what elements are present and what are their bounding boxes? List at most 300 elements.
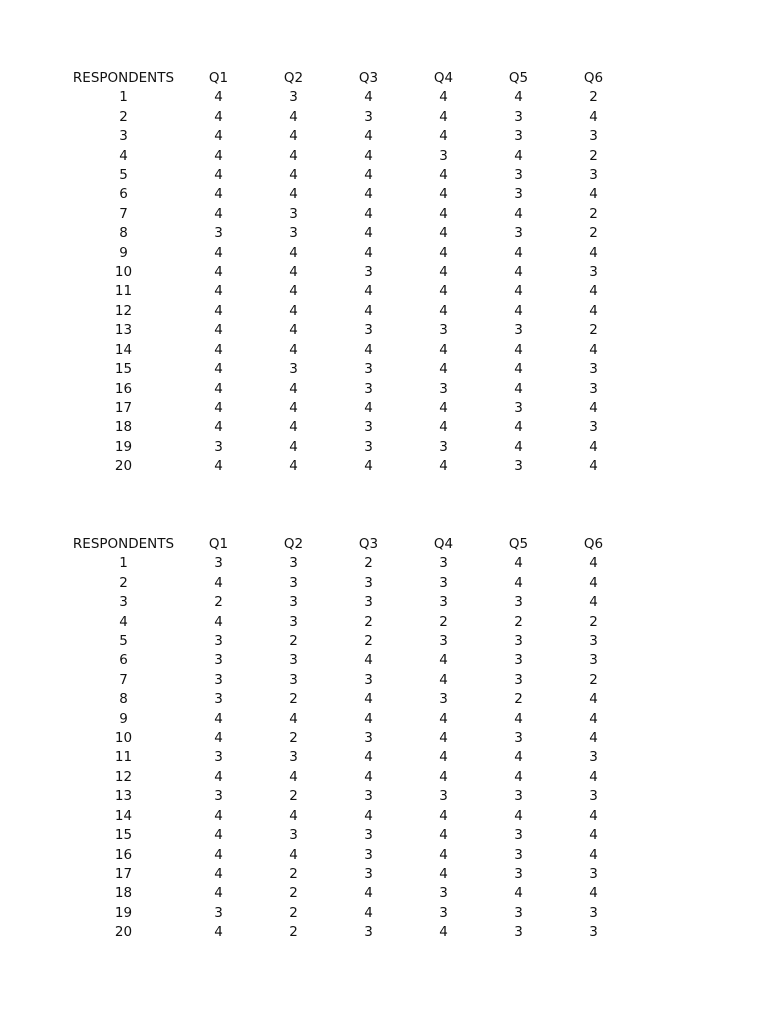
response-cell: 4 [589,594,598,611]
response-cell: 4 [589,710,598,727]
response-cell: 3 [514,730,523,747]
response-cell: 3 [364,380,373,397]
response-cell: 3 [514,671,523,688]
response-cell: 3 [589,264,598,281]
response-cell: 4 [589,108,598,125]
response-cell: 4 [439,458,448,475]
table-row [66,147,631,166]
respondent-number: 16 [114,846,133,863]
response-cell: 4 [589,341,598,358]
response-cell: 4 [439,186,448,203]
respondent-number: 5 [119,167,128,184]
response-cell: 2 [589,147,598,164]
table-row [66,632,631,651]
response-cell: 3 [589,904,598,921]
response-cell: 4 [214,205,223,222]
response-cell: 4 [439,652,448,669]
response-cell: 3 [589,633,598,650]
response-cell: 3 [214,749,223,766]
response-cell: 3 [589,167,598,184]
respondent-number: 7 [119,671,128,688]
response-cell: 3 [364,594,373,611]
response-cell: 2 [589,671,598,688]
column-header-q4: Q4 [433,536,454,552]
respondent-number: 3 [119,594,128,611]
response-cell: 3 [514,865,523,882]
response-cell: 3 [514,399,523,416]
response-cell: 4 [439,807,448,824]
response-cell: 4 [364,691,373,708]
response-cell: 4 [364,89,373,106]
table-row [66,787,631,806]
survey-table-1 [66,69,631,477]
response-cell: 3 [214,652,223,669]
response-cell: 4 [514,807,523,824]
response-cell: 3 [214,691,223,708]
response-cell: 4 [364,807,373,824]
respondent-number: 2 [119,574,128,591]
table-row [66,108,631,127]
respondent-number: 20 [114,924,133,941]
response-cell: 4 [289,807,298,824]
response-cell: 2 [589,205,598,222]
table-row [66,457,631,476]
response-cell: 3 [289,613,298,630]
response-cell: 4 [589,244,598,261]
table-row [66,185,631,204]
response-cell: 3 [289,827,298,844]
response-cell: 3 [439,322,448,339]
response-cell: 3 [214,788,223,805]
table-row [66,399,631,418]
column-header-respondents: RESPONDENTS [72,70,175,86]
table-row [66,651,631,670]
table-row [66,884,631,903]
response-cell: 3 [289,749,298,766]
response-cell: 2 [514,691,523,708]
table-row [66,341,631,360]
response-cell: 4 [589,730,598,747]
respondent-number: 4 [119,613,128,630]
response-cell: 4 [439,846,448,863]
response-cell: 4 [439,671,448,688]
table-row [66,302,631,321]
response-cell: 4 [364,710,373,727]
response-cell: 4 [214,322,223,339]
response-cell: 4 [289,322,298,339]
respondent-number: 1 [119,555,128,572]
response-cell: 4 [589,399,598,416]
header-row [66,535,631,554]
response-cell: 4 [289,186,298,203]
response-cell: 3 [364,865,373,882]
response-cell: 4 [214,264,223,281]
response-cell: 2 [589,225,598,242]
response-cell: 4 [214,399,223,416]
table-row [66,768,631,787]
respondent-number: 11 [114,749,133,766]
response-cell: 4 [439,244,448,261]
table-row [66,166,631,185]
column-header-q1: Q1 [208,70,229,86]
response-cell: 4 [214,807,223,824]
response-cell: 2 [364,633,373,650]
response-cell: 3 [439,885,448,902]
response-cell: 4 [439,827,448,844]
response-cell: 4 [289,167,298,184]
response-cell: 3 [289,89,298,106]
response-cell: 3 [589,128,598,145]
response-cell: 3 [364,322,373,339]
column-header-q3: Q3 [358,70,379,86]
response-cell: 4 [364,167,373,184]
table-row [66,244,631,263]
response-cell: 2 [589,613,598,630]
response-cell: 4 [514,555,523,572]
response-cell: 3 [364,730,373,747]
response-cell: 4 [214,827,223,844]
response-cell: 3 [289,205,298,222]
table-row [66,321,631,340]
response-cell: 4 [439,264,448,281]
response-cell: 3 [439,594,448,611]
response-cell: 4 [214,730,223,747]
response-cell: 3 [514,186,523,203]
respondent-number: 18 [114,885,133,902]
column-header-respondents: RESPONDENTS [72,536,175,552]
respondent-number: 15 [114,361,133,378]
response-cell: 4 [439,865,448,882]
respondent-number: 13 [114,788,133,805]
respondent-number: 9 [119,244,128,261]
response-cell: 3 [439,380,448,397]
respondent-number: 9 [119,710,128,727]
response-cell: 3 [439,904,448,921]
response-cell: 4 [364,904,373,921]
response-cell: 4 [289,399,298,416]
table-row [66,418,631,437]
response-cell: 3 [364,827,373,844]
column-header-q6: Q6 [583,70,604,86]
response-cell: 3 [214,671,223,688]
table-row [66,380,631,399]
respondent-number: 4 [119,147,128,164]
response-cell: 3 [289,361,298,378]
table-row [66,574,631,593]
respondent-number: 17 [114,399,133,416]
respondent-number: 3 [119,128,128,145]
respondent-number: 8 [119,225,128,242]
response-cell: 2 [214,594,223,611]
response-cell: 4 [214,167,223,184]
respondent-number: 13 [114,322,133,339]
response-cell: 4 [214,885,223,902]
table-row [66,438,631,457]
response-cell: 4 [514,438,523,455]
response-cell: 3 [514,846,523,863]
response-cell: 2 [289,924,298,941]
response-cell: 4 [364,283,373,300]
response-cell: 3 [514,904,523,921]
response-cell: 4 [589,555,598,572]
response-cell: 3 [589,419,598,436]
respondent-number: 19 [114,438,133,455]
response-cell: 4 [589,827,598,844]
response-cell: 3 [364,846,373,863]
response-cell: 4 [514,380,523,397]
respondent-number: 6 [119,652,128,669]
respondent-number: 17 [114,865,133,882]
column-header-q4: Q4 [433,70,454,86]
response-cell: 3 [439,633,448,650]
response-cell: 3 [364,924,373,941]
table-row [66,807,631,826]
table-row [66,671,631,690]
response-cell: 3 [364,671,373,688]
response-cell: 4 [589,186,598,203]
response-cell: 3 [589,924,598,941]
response-cell: 4 [214,574,223,591]
table-row [66,846,631,865]
response-cell: 3 [589,865,598,882]
response-cell: 4 [364,302,373,319]
table-row [66,904,631,923]
response-cell: 3 [214,633,223,650]
response-cell: 2 [589,89,598,106]
table-row [66,282,631,301]
response-cell: 4 [289,380,298,397]
response-cell: 4 [214,458,223,475]
response-cell: 3 [514,594,523,611]
survey-table-2 [66,535,631,943]
response-cell: 4 [439,128,448,145]
response-cell: 4 [214,924,223,941]
respondent-number: 2 [119,108,128,125]
response-cell: 4 [214,89,223,106]
table-body [66,88,631,476]
response-cell: 4 [214,341,223,358]
respondent-number: 18 [114,419,133,436]
response-cell: 3 [289,574,298,591]
response-cell: 3 [364,108,373,125]
response-cell: 4 [514,302,523,319]
response-cell: 4 [289,846,298,863]
response-cell: 4 [289,108,298,125]
response-cell: 4 [214,865,223,882]
response-cell: 2 [364,613,373,630]
response-cell: 3 [289,555,298,572]
column-header-q1: Q1 [208,536,229,552]
response-cell: 4 [514,264,523,281]
response-cell: 3 [514,652,523,669]
response-cell: 2 [289,691,298,708]
table-header [66,69,631,88]
response-cell: 4 [439,225,448,242]
response-cell: 4 [439,167,448,184]
respondent-number: 16 [114,380,133,397]
column-header-q6: Q6 [583,536,604,552]
response-cell: 4 [289,419,298,436]
response-cell: 4 [214,380,223,397]
response-cell: 4 [214,846,223,863]
response-cell: 4 [289,768,298,785]
response-cell: 3 [214,555,223,572]
response-cell: 4 [514,768,523,785]
response-cell: 4 [514,574,523,591]
response-cell: 4 [514,419,523,436]
response-cell: 3 [439,574,448,591]
response-cell: 3 [364,438,373,455]
response-cell: 4 [439,205,448,222]
table-row [66,360,631,379]
response-cell: 3 [514,633,523,650]
table-row [66,263,631,282]
response-cell: 4 [214,147,223,164]
response-cell: 4 [364,225,373,242]
response-cell: 4 [439,749,448,766]
response-cell: 3 [439,788,448,805]
table-row [66,865,631,884]
respondent-number: 11 [114,283,133,300]
response-cell: 3 [589,361,598,378]
response-cell: 4 [439,361,448,378]
response-cell: 3 [514,322,523,339]
response-cell: 4 [289,458,298,475]
response-cell: 3 [289,594,298,611]
table-row [66,748,631,767]
response-cell: 4 [364,652,373,669]
respondent-number: 14 [114,807,133,824]
response-cell: 4 [439,730,448,747]
response-cell: 3 [364,361,373,378]
response-cell: 4 [214,186,223,203]
table-row [66,88,631,107]
respondent-number: 10 [114,730,133,747]
response-cell: 4 [214,128,223,145]
response-cell: 3 [439,438,448,455]
column-header-q5: Q5 [508,70,529,86]
response-cell: 4 [439,399,448,416]
response-cell: 4 [289,710,298,727]
response-cell: 2 [289,788,298,805]
table-body [66,554,631,942]
table-row [66,690,631,709]
table-row [66,127,631,146]
response-cell: 4 [514,885,523,902]
response-cell: 4 [589,691,598,708]
table-row [66,205,631,224]
response-cell: 4 [589,283,598,300]
response-cell: 4 [589,574,598,591]
response-cell: 3 [439,691,448,708]
response-cell: 4 [289,128,298,145]
response-cell: 3 [514,167,523,184]
response-cell: 3 [589,749,598,766]
respondent-number: 10 [114,264,133,281]
response-cell: 2 [364,555,373,572]
table-row [66,826,631,845]
response-cell: 2 [289,904,298,921]
response-cell: 4 [364,341,373,358]
respondent-number: 15 [114,827,133,844]
table-row [66,224,631,243]
response-cell: 4 [364,458,373,475]
response-cell: 4 [589,438,598,455]
response-cell: 4 [289,147,298,164]
response-cell: 4 [439,710,448,727]
column-header-q2: Q2 [283,536,304,552]
response-cell: 4 [439,768,448,785]
response-cell: 4 [439,419,448,436]
response-cell: 4 [514,283,523,300]
response-cell: 2 [289,865,298,882]
response-cell: 3 [364,419,373,436]
response-cell: 3 [364,264,373,281]
response-cell: 2 [289,633,298,650]
response-cell: 3 [514,108,523,125]
response-cell: 4 [214,710,223,727]
response-cell: 3 [589,380,598,397]
response-cell: 4 [439,341,448,358]
respondent-number: 6 [119,186,128,203]
response-cell: 3 [514,458,523,475]
response-cell: 4 [364,147,373,164]
response-cell: 3 [214,225,223,242]
column-header-q5: Q5 [508,536,529,552]
respondent-number: 5 [119,633,128,650]
response-cell: 4 [514,89,523,106]
response-cell: 4 [214,768,223,785]
table-row [66,710,631,729]
response-cell: 4 [364,244,373,261]
response-cell: 3 [439,147,448,164]
response-cell: 4 [589,846,598,863]
response-cell: 4 [589,885,598,902]
respondent-number: 14 [114,341,133,358]
response-cell: 4 [514,341,523,358]
respondent-number: 12 [114,768,133,785]
response-cell: 2 [514,613,523,630]
response-cell: 3 [589,788,598,805]
table-row [66,923,631,942]
response-cell: 4 [439,302,448,319]
response-cell: 4 [589,768,598,785]
response-cell: 4 [364,768,373,785]
response-cell: 4 [214,244,223,261]
response-cell: 4 [364,205,373,222]
response-cell: 3 [289,671,298,688]
response-cell: 4 [439,89,448,106]
response-cell: 4 [589,807,598,824]
response-cell: 3 [514,788,523,805]
response-cell: 4 [214,419,223,436]
response-cell: 4 [514,205,523,222]
response-cell: 4 [214,361,223,378]
response-cell: 4 [289,438,298,455]
response-cell: 3 [514,924,523,941]
response-cell: 4 [589,458,598,475]
response-cell: 4 [514,361,523,378]
response-cell: 3 [364,574,373,591]
response-cell: 4 [364,885,373,902]
respondent-number: 19 [114,904,133,921]
header-row [66,69,631,88]
respondent-number: 1 [119,89,128,106]
response-cell: 2 [439,613,448,630]
response-cell: 4 [439,924,448,941]
response-cell: 4 [289,244,298,261]
column-header-q3: Q3 [358,536,379,552]
